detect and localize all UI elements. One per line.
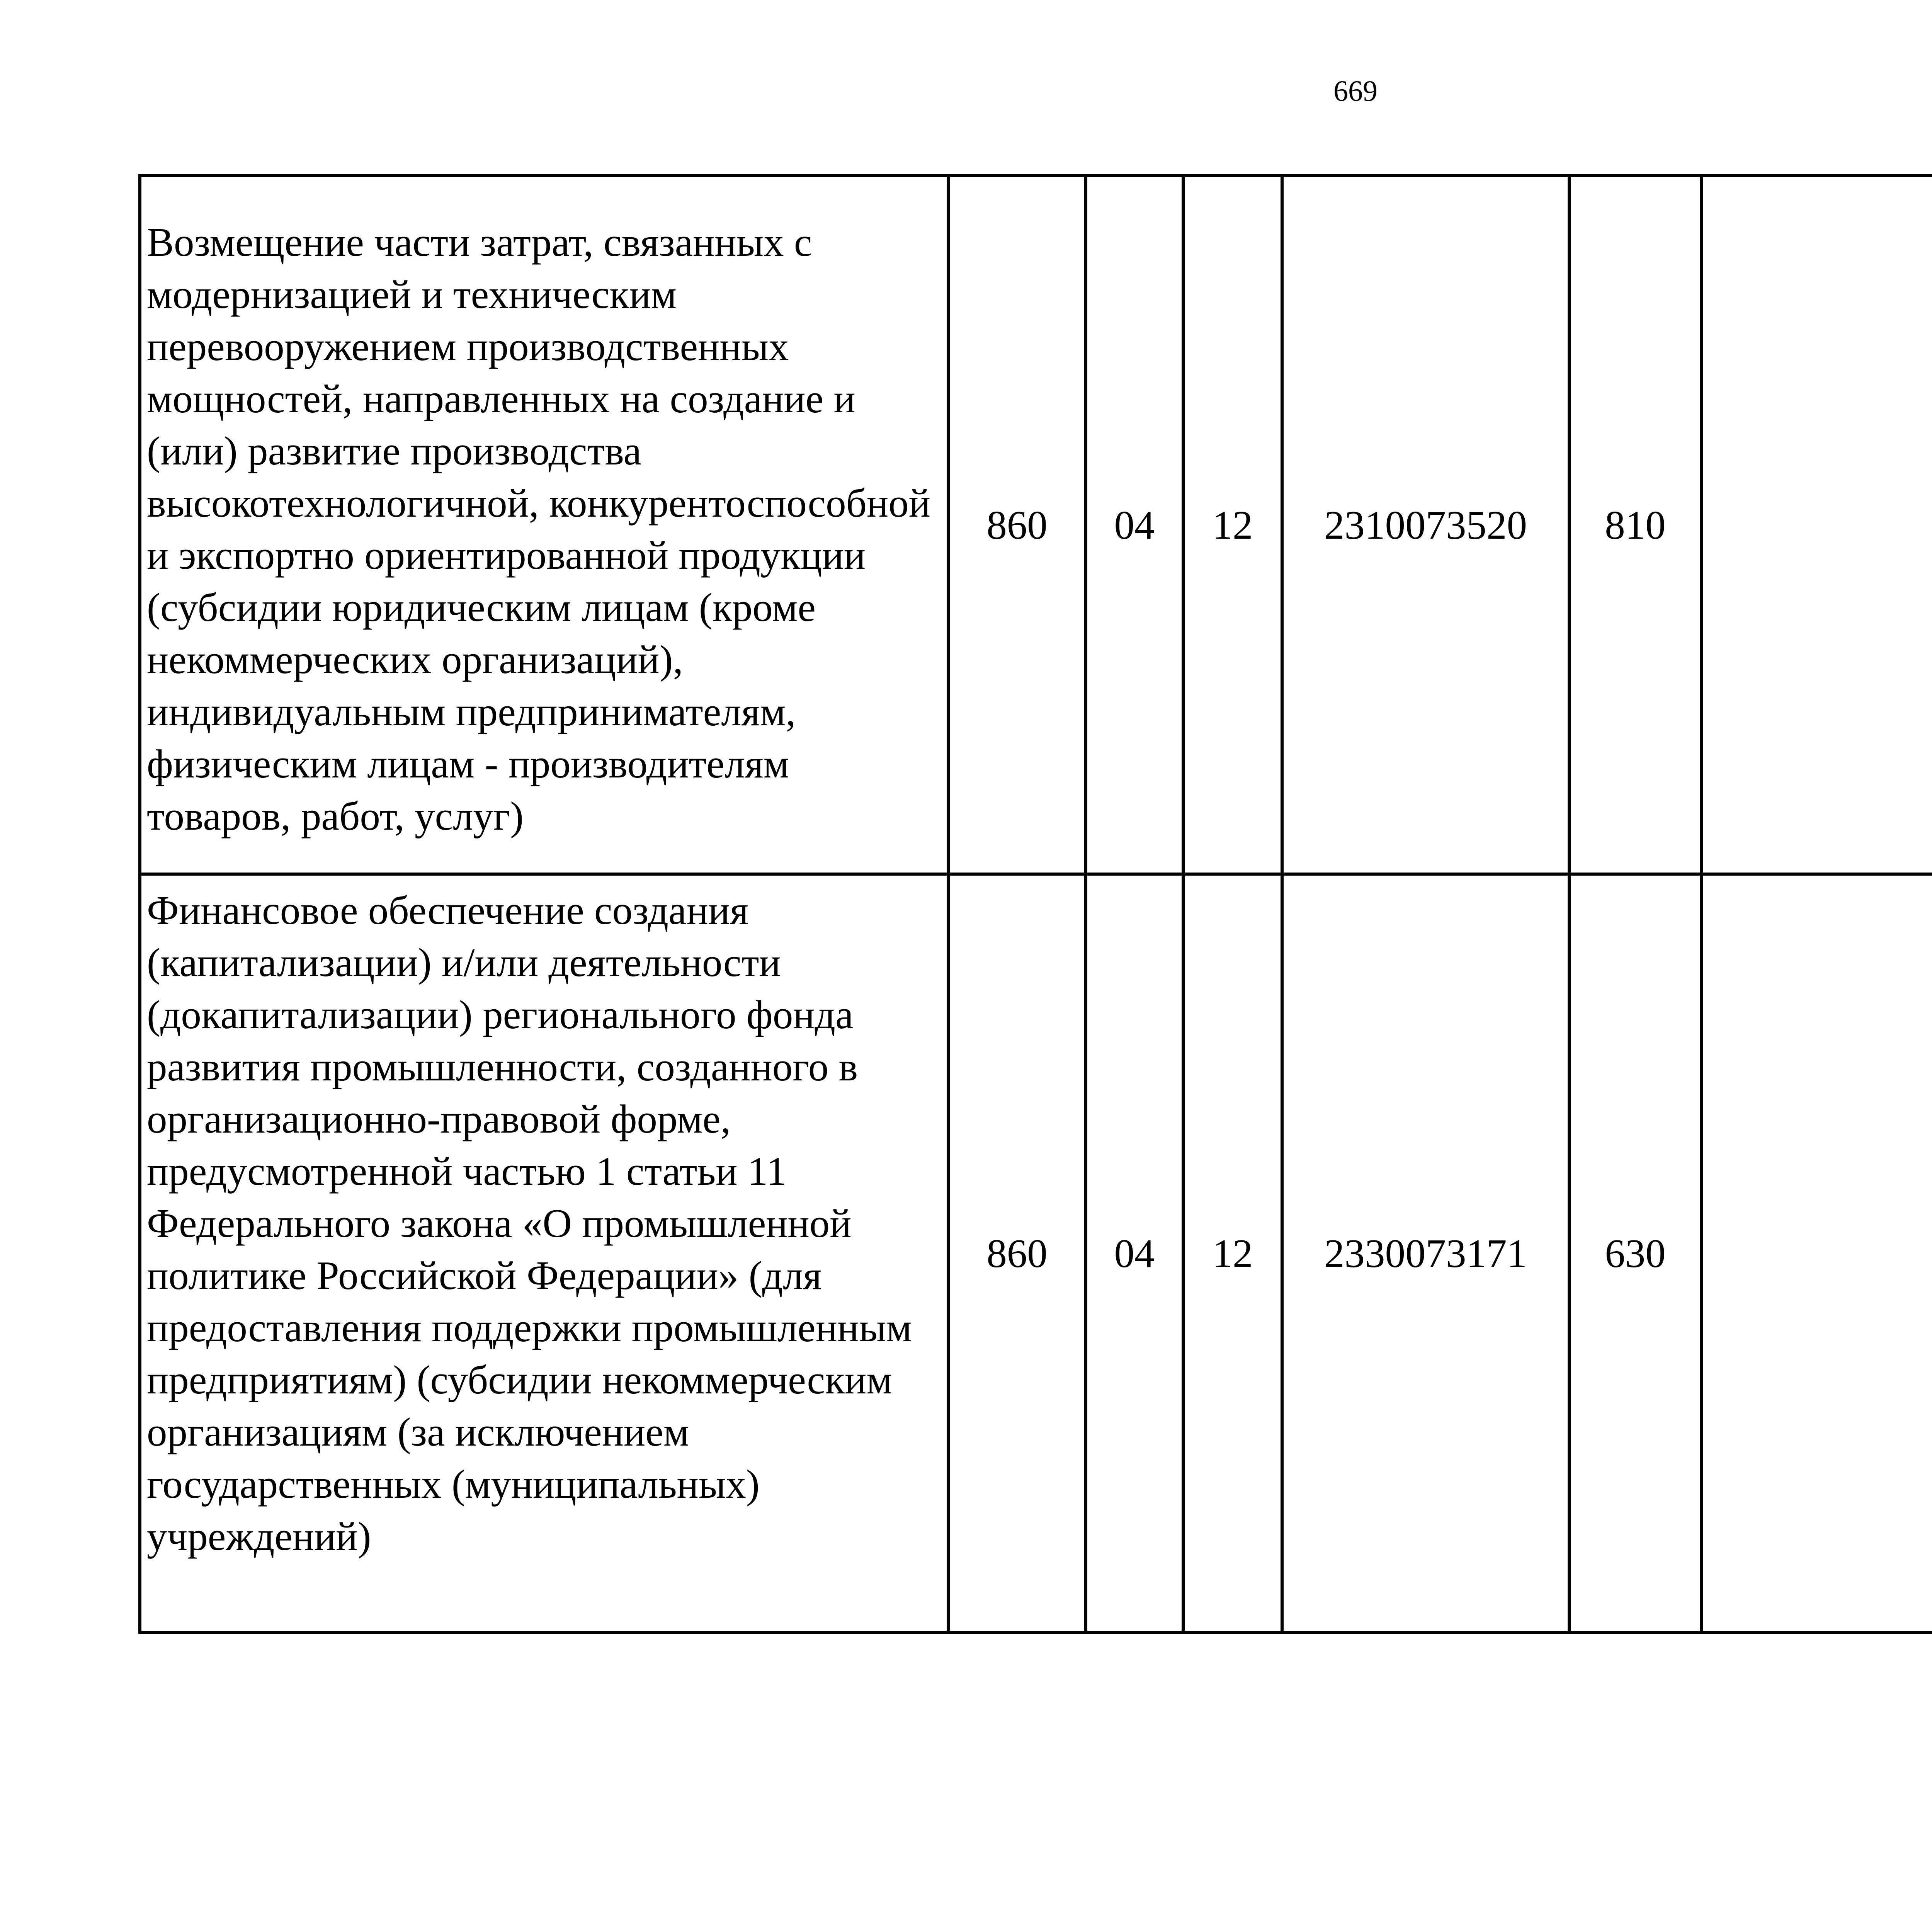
- row-description: Возмещение части затрат, связанных с модернизацией и техническим перевооружением производственных мощностей, направленных на создание и (или) развитие производства высокотехнологичной, конкурентоспособной и экспортно ориентированной продукции (субсидии юридическим лицам (кроме некоммерческих организаций), индивидуальным предпринимателям, физическим лицам - производителям товаров, работ, услуг): [140, 175, 948, 874]
- expense-type-code: 810: [1569, 175, 1701, 874]
- amount-cell-1: [1701, 874, 1932, 1633]
- subsection-code: 12: [1183, 874, 1282, 1633]
- section-code: 04: [1086, 175, 1183, 874]
- section-code: 04: [1086, 874, 1183, 1633]
- amount-cell-1: [1701, 175, 1932, 874]
- ministry-code: 860: [948, 874, 1086, 1633]
- table-row: [140, 874, 1932, 1633]
- subsection-code: 12: [1183, 175, 1282, 874]
- page-number: 669: [1333, 75, 1378, 107]
- table-row: [140, 175, 1932, 874]
- target-article-code: 2330073171: [1282, 874, 1569, 1633]
- budget-table: [138, 174, 1932, 1634]
- target-article-code: 2310073520: [1282, 175, 1569, 874]
- row-description: Финансовое обеспечение создания (капитализации) и/или деятельности (докапитализации) регионального фонда развития промышленности, созданного в организационно-правовой форме, предусмотренной частью 1 статьи 11 Федерального закона «О промышленной политике Российской Федерации» (для предоставления поддержки промышленным предприятиям) (субсидии некоммерческим организациям (за исключением государственных (муниципальных) учреждений): [140, 874, 948, 1633]
- expense-type-code: 630: [1569, 874, 1701, 1633]
- ministry-code: 860: [948, 175, 1086, 874]
